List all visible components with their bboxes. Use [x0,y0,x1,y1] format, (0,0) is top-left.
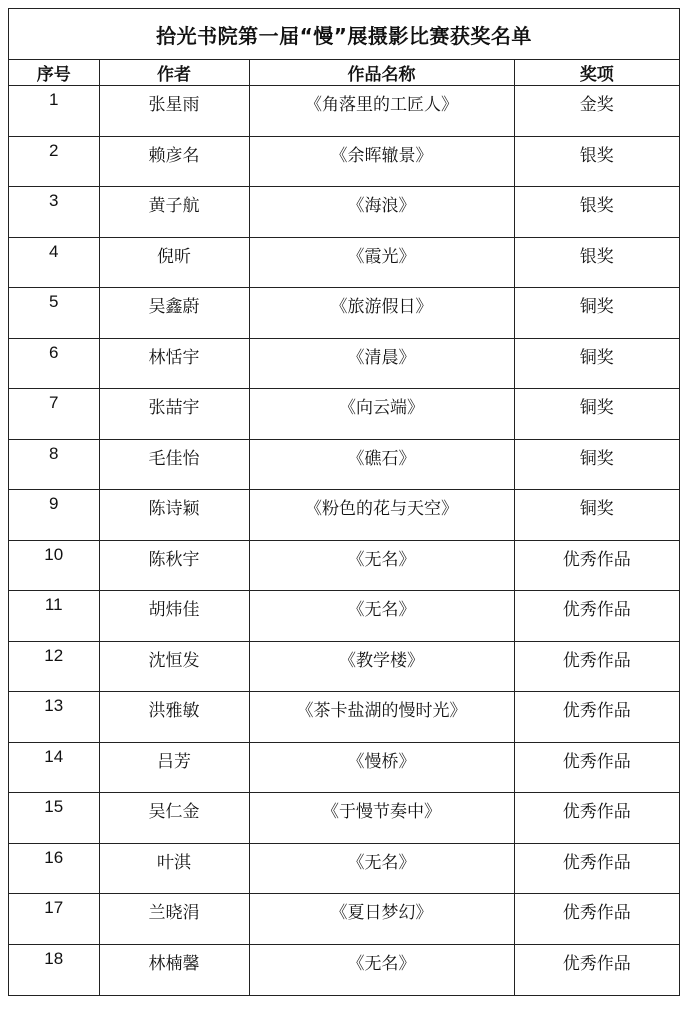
cell-index: 7 [9,389,99,440]
cell-award: 优秀作品 [514,540,679,591]
cell-author: 张喆宇 [99,389,249,440]
cell-index: 11 [9,591,99,642]
cell-index: 3 [9,187,99,238]
cell-author: 陈诗颖 [99,490,249,541]
cell-author: 毛佳怡 [99,439,249,490]
cell-work-title: 《夏日梦幻》 [249,894,514,945]
cell-author: 倪昕 [99,237,249,288]
cell-award: 优秀作品 [514,843,679,894]
award-list-document [8,8,680,996]
table-row [9,136,679,187]
cell-author: 洪雅敏 [99,692,249,743]
table-row [9,288,679,339]
cell-author: 黄子航 [99,187,249,238]
cell-index: 9 [9,490,99,541]
cell-work-title: 《无名》 [249,591,514,642]
table-row [9,742,679,793]
table-row [9,187,679,238]
cell-award: 铜奖 [514,439,679,490]
cell-work-title: 《无名》 [249,540,514,591]
cell-work-title: 《余晖辙景》 [249,136,514,187]
header-index: 序号 [9,60,99,86]
cell-award: 银奖 [514,237,679,288]
table-row [9,944,679,995]
table-row [9,843,679,894]
document-title: 拾光书院第一届“慢”展摄影比赛获奖名单 [9,9,679,60]
table-row [9,439,679,490]
cell-work-title: 《教学楼》 [249,641,514,692]
cell-work-title: 《旅游假日》 [249,288,514,339]
cell-index: 14 [9,742,99,793]
table-header-row [9,60,679,86]
table-row [9,894,679,945]
cell-author: 叶淇 [99,843,249,894]
cell-index: 13 [9,692,99,743]
cell-author: 林楠馨 [99,944,249,995]
cell-index: 18 [9,944,99,995]
cell-author: 兰晓涓 [99,894,249,945]
cell-index: 17 [9,894,99,945]
table-row [9,793,679,844]
cell-award: 铜奖 [514,338,679,389]
header-award: 奖项 [514,60,679,86]
cell-award: 银奖 [514,187,679,238]
cell-index: 16 [9,843,99,894]
cell-award: 优秀作品 [562,953,631,974]
cell-work-title: 《清晨》 [249,338,514,389]
cell-author: 赖彦名 [99,136,249,187]
table-row [9,338,679,389]
cell-work-title: 《向云端》 [249,389,514,440]
cell-award: 铜奖 [514,490,679,541]
award-table [9,60,679,995]
table-row [9,591,679,642]
header-author: 作者 [99,60,249,86]
cell-index: 4 [9,237,99,288]
cell-index: 15 [9,793,99,844]
cell-award: 金奖 [514,86,679,137]
table-row [9,641,679,692]
table-row [9,540,679,591]
cell-work-title: 《粉色的花与天空》 [249,490,514,541]
cell-award: 铜奖 [514,389,679,440]
cell-index: 1 [9,86,99,137]
cell-work-title: 《慢桥》 [249,742,514,793]
cell-author: 沈恒发 [99,641,249,692]
cell-index: 6 [9,338,99,389]
cell-author: 胡炜佳 [99,591,249,642]
cell-work-title: 《海浪》 [249,187,514,238]
cell-work-title: 《茶卡盐湖的慢时光》 [249,692,514,743]
cell-award: 优秀作品 [514,742,679,793]
table-row [9,692,679,743]
cell-author: 林恬宇 [99,338,249,389]
cell-index: 5 [9,288,99,339]
table-row [9,237,679,288]
table-row [9,389,679,440]
cell-award: 优秀作品 [514,894,679,945]
cell-author: 陈秋宇 [99,540,249,591]
cell-index: 2 [9,136,99,187]
cell-award: 优秀作品 [514,692,679,743]
cell-award: 银奖 [514,136,679,187]
cell-award: 优秀作品 [514,591,679,642]
header-work-title: 作品名称 [249,60,514,86]
cell-author: 张星雨 [99,86,249,137]
table-row [9,86,679,137]
cell-award: 铜奖 [514,288,679,339]
cell-index: 8 [9,439,99,490]
cell-work-title: 《无名》 [249,944,514,995]
cell-author: 吴仁金 [99,793,249,844]
cell-work-title: 《无名》 [249,843,514,894]
cell-work-title: 《霞光》 [249,237,514,288]
table-body [9,86,679,995]
cell-work-title: 《于慢节奏中》 [249,793,514,844]
table-row [9,490,679,541]
cell-work-title: 《礁石》 [249,439,514,490]
cell-index: 10 [9,540,99,591]
cell-author: 吴鑫蔚 [99,288,249,339]
cell-award: 优秀作品 [514,641,679,692]
cell-author: 吕芳 [99,742,249,793]
cell-work-title: 《角落里的工匠人》 [249,86,514,137]
cell-award: 优秀作品 [514,793,679,844]
cell-index: 12 [9,641,99,692]
